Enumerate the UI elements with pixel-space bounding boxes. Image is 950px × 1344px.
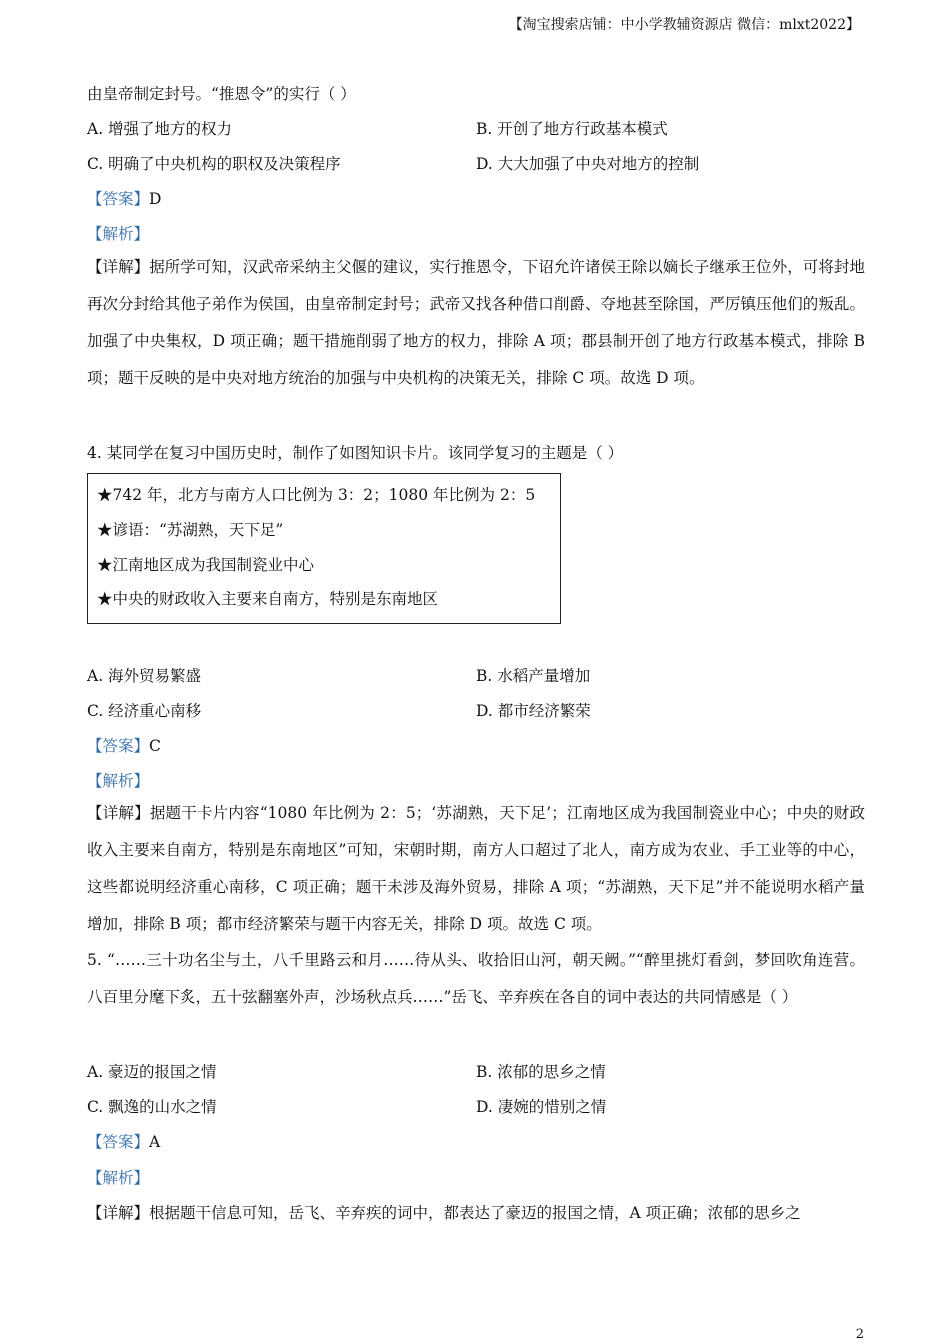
page-header: 【淘宝搜索店铺：中小学教辅资源店 微信：mlxt2022】: [508, 17, 860, 33]
q4-detail: [87, 795, 865, 943]
detail-text: 根据题干信息可知，岳飞、辛弃疾的词中，都表达了豪迈的报国之情，A 项正确；浓郁的思乡之: [149, 1204, 801, 1222]
q3-analysis-label: 【解析】: [87, 225, 150, 243]
q5-option-b: B. 浓郁的思乡之情: [476, 1063, 606, 1081]
q4-option-a: A. 海外贸易繁盛: [87, 667, 202, 685]
card-item: ★742 年，北方与南方人口比例为 3：2；1080 年比例为 2：5: [97, 486, 536, 504]
q5-analysis-label: 【解析】: [87, 1169, 150, 1187]
detail-text: 据所学可知，汉武帝采纳主父偃的建议，实行推恩令，下诏允许诸侯王除以嫡长子继承王位外，可将封地再次分封给其他子弟作为侯国，由皇帝制定封号；武帝又找各种借口削爵、夺地甚至除国，严厉镇压他们的叛乱。加强了中央集权，D 项正确；题干措施削弱了地方的权力，排除 A 项；郡县制开创了地方行政基本模式，排除 B 项；题干反映的是中央对地方统治的加强与中央机构的决策无关，排除 C 项。故选 D 项。: [87, 258, 865, 387]
q4-option-d: D. 都市经济繁荣: [476, 702, 591, 720]
detail-label: 【详解】: [87, 1204, 150, 1222]
answer-label: 【答案】: [87, 1133, 150, 1151]
q3-answer: [87, 187, 161, 209]
q4-option-b: B. 水稻产量增加: [476, 667, 591, 685]
q5-option-d: D. 凄婉的惜别之情: [476, 1098, 607, 1116]
q4-stem: 4. 某同学在复习中国历史时，制作了如图知识卡片。该同学复习的主题是（ ）: [87, 444, 624, 462]
q3-option-c: C. 明确了中央机构的职权及决策程序: [87, 155, 341, 173]
q3-stem: 由皇帝制定封号。“推恩令”的实行（ ）: [87, 85, 356, 103]
detail-text: 据题干卡片内容“1080 年比例为 2：5；‘苏湖熟，天下足’；江南地区成为我国制瓷业中心；中央的财政收入主要来自南方，特别是东南地区”可知，宋朝时期，南方人口超过了北人，南方成为农业、手工业等的中心，这些都说明经济重心南移，C 项正确；题干未涉及海外贸易，排除 A 项；“苏湖熟，天下足”并不能说明水稻产量增加，排除 B 项；都市经济繁荣与题干内容无关，排除 D 项。故选 C 项。: [87, 804, 865, 933]
card-item: ★中央的财政收入主要来自南方，特别是东南地区: [97, 590, 439, 608]
knowledge-card: [87, 473, 561, 624]
answer-label: 【答案】: [87, 190, 150, 208]
answer-value: D: [149, 190, 162, 208]
q5-detail: [87, 1201, 801, 1223]
answer-value: A: [149, 1133, 161, 1151]
card-item: ★谚语：“苏湖熟，天下足”: [97, 521, 284, 539]
page-number: 2: [855, 1327, 864, 1342]
q4-option-c: C. 经济重心南移: [87, 702, 202, 720]
q4-analysis-label: 【解析】: [87, 772, 150, 790]
answer-value: C: [149, 737, 161, 755]
answer-label: 【答案】: [87, 737, 150, 755]
detail-label: 【详解】: [87, 258, 150, 276]
q3-option-a: A. 增强了地方的权力: [87, 120, 233, 138]
q3-detail: [87, 249, 865, 397]
q5-stem: 5. “……三十功名尘与土，八千里路云和月……待从头、收拾旧山河，朝天阙。”“醉里挑灯看剑，梦回吹角连营。八百里分麾下炙，五十弦翻塞外声，沙场秋点兵……”岳飞、辛弃疾在各自的词中表达的共同情感是（ ）: [87, 951, 865, 1006]
q5-answer: [87, 1130, 160, 1152]
q3-option-d: D. 大大加强了中央对地方的控制: [476, 155, 700, 173]
q5-option-c: C. 飘逸的山水之情: [87, 1098, 217, 1116]
q5-option-a: A. 豪迈的报国之情: [87, 1063, 217, 1081]
q4-answer: [87, 734, 161, 756]
detail-label: 【详解】: [87, 804, 150, 822]
q3-option-b: B. 开创了地方行政基本模式: [476, 120, 668, 138]
card-item: ★江南地区成为我国制瓷业中心: [97, 556, 315, 574]
